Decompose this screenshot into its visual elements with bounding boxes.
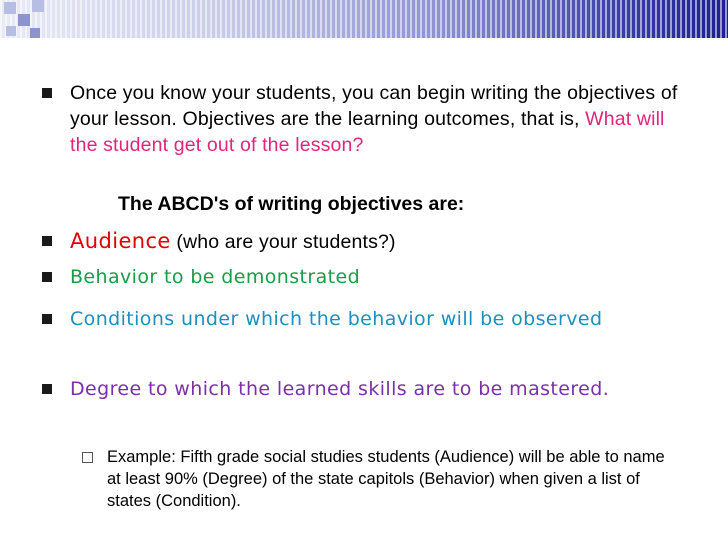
audience-rest: (who are your students?): [170, 231, 396, 253]
intro-highlight: What will the student get out of the lesson?: [70, 108, 665, 156]
audience-line: [70, 224, 396, 259]
bullet-behavior: [42, 260, 692, 294]
deco-square: [30, 28, 40, 38]
behavior-text: Behavior to be demonstrated: [70, 266, 361, 288]
header-band: [0, 0, 728, 38]
intro-text: Once you know your students, you can begin writing the objectives of your lesson. Objectives are the learning outcomes, that is,: [70, 82, 678, 130]
bullet-marker: [42, 88, 52, 98]
deco-square: [18, 14, 30, 26]
conditions-text: Conditions under which the behavior will be observed: [70, 308, 603, 330]
deco-square: [4, 2, 16, 14]
corner-decoration: [0, 0, 60, 50]
bullet-intro: [42, 80, 692, 158]
audience-term: Audience: [70, 229, 171, 253]
intro-paragraph: [70, 80, 692, 158]
bullet-degree: [42, 372, 692, 406]
bullet-marker: [42, 272, 52, 282]
abcd-heading: The ABCD's of writing objectives are:: [118, 193, 465, 215]
example-item: [82, 446, 682, 512]
bullet-audience: [42, 224, 692, 259]
bullet-conditions: [42, 302, 692, 336]
bullet-marker: [42, 384, 52, 394]
header-stripes: [0, 0, 728, 38]
example-text: Example: Fifth grade social studies students (Audience) will be able to name at least 90% (Degree) of the state capitols (Behavior) when given a list of states (Condition).: [107, 448, 665, 510]
deco-square: [32, 0, 44, 12]
bullet-marker: [42, 314, 52, 324]
deco-square: [6, 26, 16, 36]
sub-bullet-marker: [82, 452, 93, 463]
degree-text: Degree to which the learned skills are to be mastered.: [70, 378, 610, 400]
bullet-marker: [42, 236, 52, 246]
